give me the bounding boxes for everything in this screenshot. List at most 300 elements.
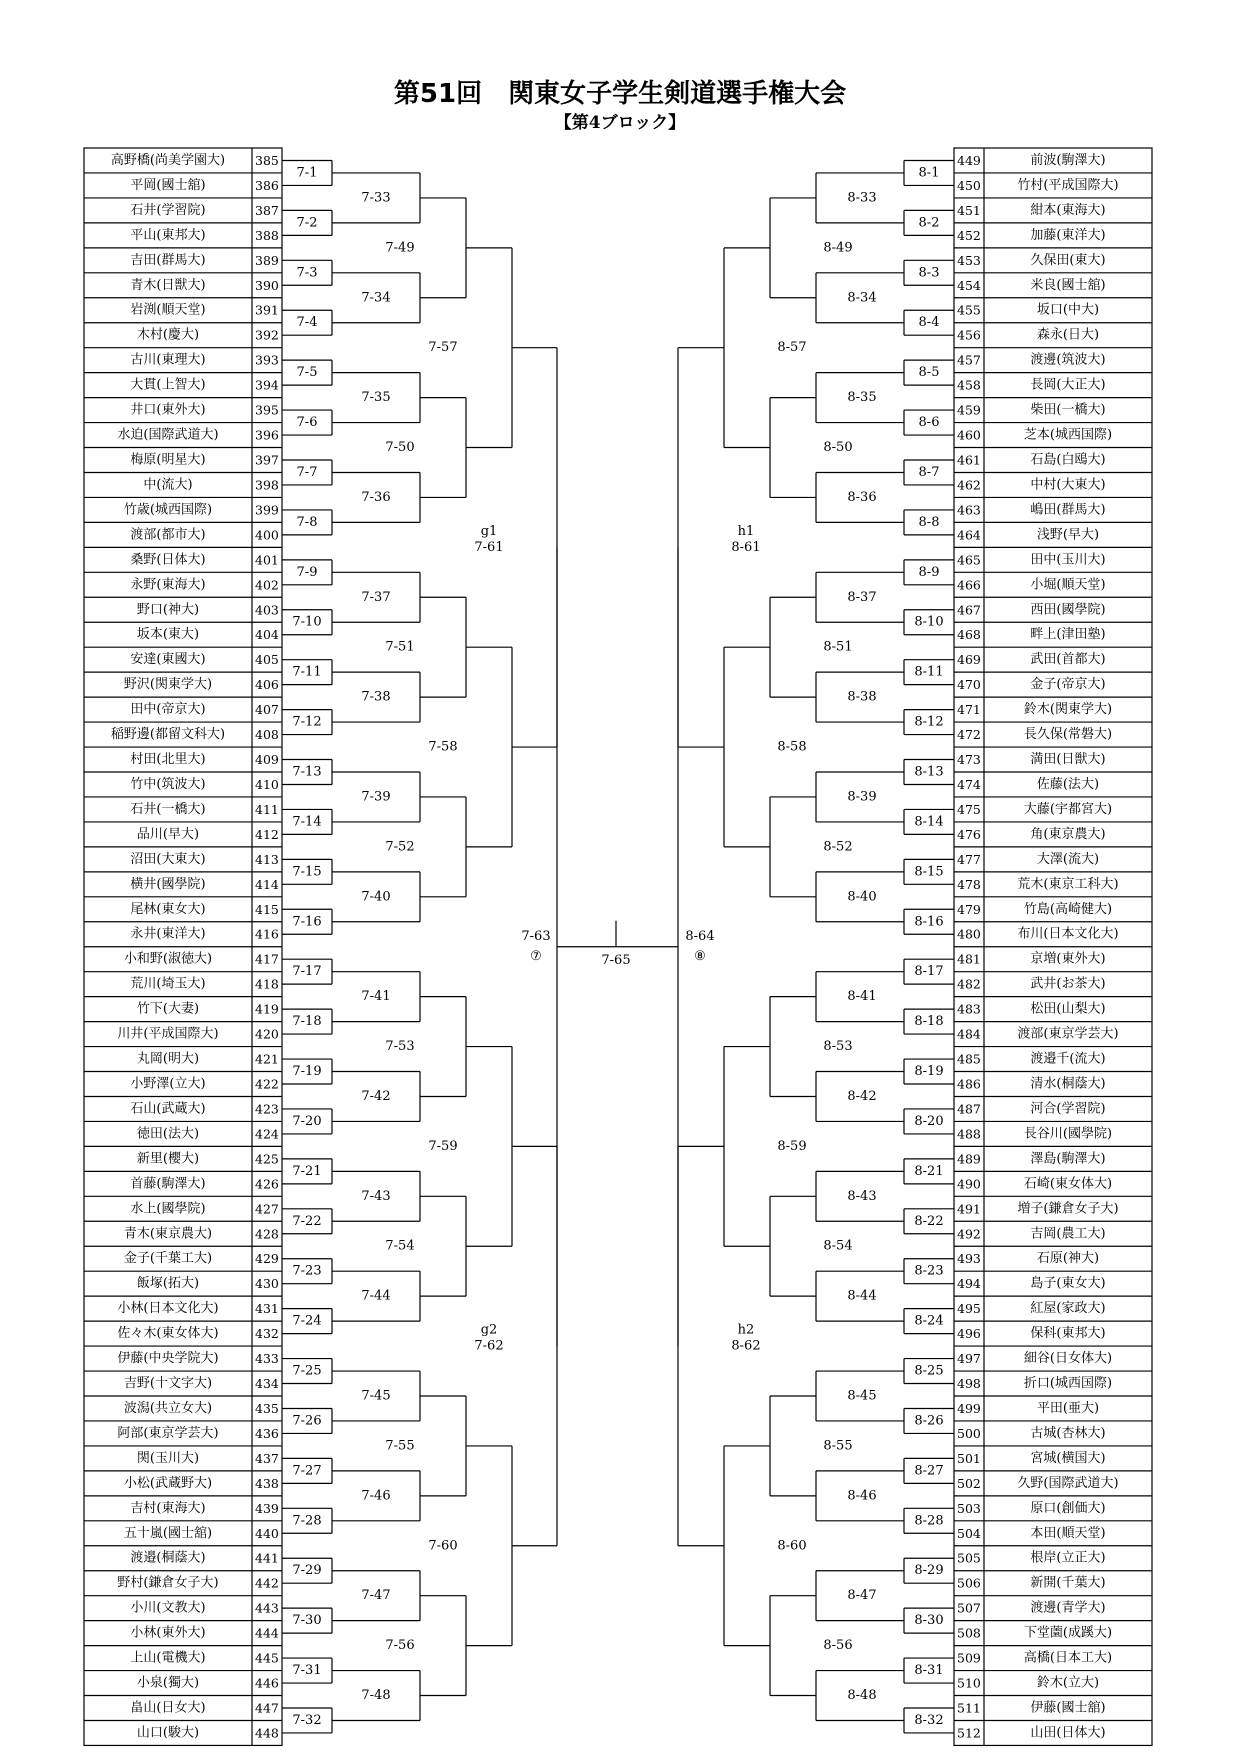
player-name: 根岸(立正大) — [1030, 1550, 1106, 1566]
player-number: 398 — [255, 477, 279, 493]
player-name: 中村(大東大) — [1030, 477, 1106, 493]
player-name: 平田(亜大) — [1036, 1400, 1100, 1416]
player-number: 479 — [957, 901, 981, 917]
player-name: 宮城(横国大) — [1030, 1450, 1106, 1466]
player-name: 渡邉千(流大) — [1030, 1051, 1106, 1067]
player-name: 梅原(明星大) — [130, 452, 206, 468]
player-number: 422 — [255, 1076, 279, 1092]
player-name: 小林(東外大) — [130, 1625, 206, 1641]
player-number: 430 — [255, 1276, 279, 1292]
match-label: 7-42 — [361, 1088, 391, 1104]
match-label: 8-26 — [914, 1413, 944, 1429]
player-number: 501 — [957, 1450, 981, 1466]
player-number: 464 — [957, 527, 981, 543]
player-name: 小林(日本文化大) — [117, 1301, 219, 1317]
match-label: 8-20 — [914, 1113, 944, 1129]
player-name: 竹歳(城西国際) — [123, 502, 213, 518]
match-label: 7-43 — [361, 1188, 391, 1204]
player-name: 河合(学習院) — [1030, 1101, 1106, 1117]
player-number: 449 — [957, 152, 981, 168]
match-label: 8-28 — [914, 1513, 944, 1529]
match-label: 7-2 — [296, 215, 318, 231]
seed-mark: ⑦ — [530, 949, 542, 965]
match-label: 7-35 — [361, 390, 391, 406]
player-number: 467 — [957, 602, 981, 618]
player-name: 長谷川(國學院) — [1023, 1126, 1113, 1142]
match-label: 7-22 — [292, 1213, 322, 1229]
player-name: 西田(國學院) — [1030, 602, 1106, 618]
match-label: 8-47 — [847, 1588, 877, 1604]
match-label: 8-7 — [918, 464, 940, 480]
player-name: 小野澤(立大) — [130, 1076, 206, 1092]
match-label: 8-43 — [847, 1188, 877, 1204]
match-label: 8-5 — [918, 365, 940, 381]
player-name: 水上(國學院) — [130, 1201, 206, 1217]
player-number: 494 — [957, 1276, 981, 1292]
player-number: 506 — [957, 1575, 981, 1591]
player-name: 武田(首都大) — [1030, 652, 1106, 668]
match-label: 8-45 — [847, 1388, 877, 1404]
player-number: 512 — [957, 1725, 981, 1741]
match-label: 7-7 — [296, 464, 318, 480]
match-label: 7-10 — [292, 614, 322, 630]
player-number: 465 — [957, 552, 981, 568]
player-number: 390 — [255, 277, 279, 293]
match-label: 7-13 — [292, 764, 322, 780]
player-name: 森永(日大) — [1036, 327, 1100, 343]
player-number: 481 — [957, 951, 981, 967]
match-label: 7-23 — [292, 1263, 322, 1279]
match-label: 8-56 — [823, 1638, 853, 1654]
player-name: 松田(山梨大) — [1030, 1001, 1106, 1017]
player-number: 502 — [957, 1475, 981, 1491]
player-number: 396 — [255, 427, 279, 443]
match-label: 8-1 — [918, 165, 940, 181]
player-number: 410 — [255, 776, 279, 792]
player-name: 竹中(筑波大) — [130, 776, 206, 792]
player-number: 508 — [957, 1625, 981, 1641]
player-name: 竹村(平成国際大) — [1017, 177, 1119, 193]
player-number: 426 — [255, 1176, 279, 1192]
player-number: 394 — [255, 377, 279, 393]
player-name: 渡部(都市大) — [130, 527, 206, 543]
player-number: 428 — [255, 1226, 279, 1242]
match-label: 7-16 — [292, 914, 322, 930]
player-name: 野村(鎌倉女子大) — [117, 1575, 219, 1591]
match-label: 8-48 — [847, 1688, 877, 1704]
player-number: 448 — [255, 1725, 279, 1741]
player-number: 485 — [957, 1051, 981, 1067]
player-name: 満田(日獣大) — [1030, 752, 1106, 768]
player-name: 青木(東京農大) — [123, 1226, 213, 1242]
player-number: 447 — [255, 1700, 279, 1716]
match-label: 8-4 — [918, 315, 940, 331]
player-name: 石崎(東女体大) — [1023, 1176, 1113, 1192]
player-number: 432 — [255, 1326, 279, 1342]
player-name: 徳田(法大) — [136, 1126, 200, 1142]
match-label: 7-21 — [292, 1163, 322, 1179]
player-number: 451 — [957, 202, 981, 218]
player-name: 前波(駒澤大) — [1030, 152, 1106, 168]
match-label: 7-44 — [361, 1288, 391, 1304]
player-name: 畔上(津田塾) — [1030, 627, 1106, 643]
player-number: 457 — [957, 352, 981, 368]
player-name: 井口(東外大) — [130, 402, 206, 418]
match-label: 8-9 — [918, 564, 940, 580]
match-label: 8-55 — [823, 1438, 853, 1454]
player-number: 385 — [255, 152, 279, 168]
player-name: 中(流大) — [143, 477, 193, 493]
player-number: 511 — [957, 1700, 981, 1716]
player-number: 475 — [957, 801, 981, 817]
player-name: 吉村(東海大) — [130, 1500, 206, 1516]
player-number: 477 — [957, 851, 981, 867]
player-number: 458 — [957, 377, 981, 393]
player-name: 長岡(大正大) — [1030, 377, 1106, 393]
match-label: 7-8 — [296, 514, 318, 530]
match-label: 7-19 — [292, 1064, 322, 1080]
player-name: 高野橋(尚美学園大) — [110, 152, 226, 168]
match-label: 8-37 — [847, 589, 877, 605]
player-name: 丸岡(明大) — [136, 1051, 200, 1067]
player-number: 435 — [255, 1400, 279, 1416]
match-label: 7-55 — [385, 1438, 415, 1454]
player-name: 尾林(東女大) — [130, 901, 206, 917]
player-number: 500 — [957, 1425, 981, 1441]
player-number: 395 — [255, 402, 279, 418]
player-name: 増子(鎌倉女子大) — [1017, 1201, 1119, 1217]
player-number: 402 — [255, 577, 279, 593]
match-label: 8-33 — [847, 190, 877, 206]
player-name: 安達(東國大) — [130, 652, 206, 668]
player-number: 456 — [957, 327, 981, 343]
player-name: 新里(櫻大) — [136, 1151, 200, 1167]
player-name: 山田(日体大) — [1030, 1725, 1106, 1741]
player-number: 499 — [957, 1400, 981, 1416]
match-label: 7-15 — [292, 864, 322, 880]
match-label: 8-13 — [914, 764, 944, 780]
match-label: 7-30 — [292, 1613, 322, 1629]
player-number: 421 — [255, 1051, 279, 1067]
player-number: 427 — [255, 1201, 279, 1217]
player-number: 446 — [255, 1675, 279, 1691]
match-label: 7-54 — [385, 1238, 415, 1254]
match-label: 7-27 — [292, 1463, 322, 1479]
player-number: 443 — [255, 1600, 279, 1616]
block-subtitle: 【第4ブロック】 — [554, 113, 686, 133]
player-number: 403 — [255, 602, 279, 618]
match-label: 8-30 — [914, 1613, 944, 1629]
player-number: 409 — [255, 752, 279, 768]
match-label: 7-11 — [292, 664, 322, 680]
match-label: 7-46 — [361, 1488, 391, 1504]
player-number: 459 — [957, 402, 981, 418]
match-label: 8-59 — [777, 1138, 807, 1154]
player-name: 古城(杏林大) — [1030, 1425, 1106, 1441]
player-name: 細谷(日女体大) — [1023, 1351, 1113, 1367]
match-label: 7-53 — [385, 1039, 415, 1055]
player-number: 483 — [957, 1001, 981, 1017]
player-name: 島子(東女大) — [1030, 1276, 1106, 1292]
player-name: 芝本(城西国際) — [1023, 427, 1113, 443]
player-name: 木村(慶大) — [136, 327, 200, 343]
player-number: 497 — [957, 1351, 981, 1367]
player-name: 久野(国際武道大) — [1017, 1475, 1119, 1491]
match-label: 7-39 — [361, 789, 391, 805]
match-label: 8-34 — [847, 290, 877, 306]
player-name: 渡邊(青学大) — [1030, 1600, 1106, 1616]
player-name: 小泉(獨大) — [136, 1675, 200, 1691]
player-number: 466 — [957, 577, 981, 593]
match-label: 7-26 — [292, 1413, 322, 1429]
match-label: 8-51 — [823, 639, 853, 655]
player-name: 首藤(駒澤大) — [130, 1176, 206, 1192]
player-name: 平岡(國士舘) — [130, 177, 206, 193]
match-label: 7-32 — [292, 1712, 322, 1728]
player-number: 492 — [957, 1226, 981, 1242]
match-label: 7-31 — [292, 1663, 322, 1679]
player-number: 510 — [957, 1675, 981, 1691]
match-label: 8-46 — [847, 1488, 877, 1504]
player-name: 金子(千葉工大) — [123, 1251, 213, 1267]
player-name: 米良(國士舘) — [1030, 277, 1106, 293]
player-number: 388 — [255, 227, 279, 243]
player-number: 442 — [255, 1575, 279, 1591]
match-label: 7-20 — [292, 1113, 322, 1129]
player-number: 400 — [255, 527, 279, 543]
match-label: 7-1 — [296, 165, 318, 181]
player-number: 401 — [255, 552, 279, 568]
match-label: 7-62 — [474, 1338, 504, 1354]
player-number: 412 — [255, 826, 279, 842]
match-label: 7-50 — [385, 440, 415, 456]
match-label: 8-52 — [823, 839, 853, 855]
match-label: 7-12 — [292, 714, 322, 730]
match-label: 7-60 — [428, 1538, 458, 1554]
player-number: 454 — [957, 277, 981, 293]
match-label: 7-5 — [296, 365, 318, 381]
match-label: 8-61 — [731, 539, 761, 555]
player-number: 505 — [957, 1550, 981, 1566]
match-label: 7-63 — [521, 929, 551, 945]
match-label: 8-6 — [918, 415, 940, 431]
player-name: 桑野(日体大) — [130, 552, 206, 568]
player-number: 484 — [957, 1026, 981, 1042]
player-number: 473 — [957, 752, 981, 768]
player-name: 横井(國學院) — [130, 876, 206, 892]
match-label: 7-3 — [296, 265, 318, 281]
player-number: 463 — [957, 502, 981, 518]
player-number: 425 — [255, 1151, 279, 1167]
player-number: 452 — [957, 227, 981, 243]
match-label: 8-54 — [823, 1238, 853, 1254]
player-name: 渡部(東京学芸大) — [1017, 1026, 1119, 1042]
player-number: 476 — [957, 826, 981, 842]
player-name: 吉野(十文字大) — [123, 1376, 213, 1392]
match-label: 7-58 — [428, 739, 458, 755]
player-number: 389 — [255, 252, 279, 268]
player-name: 坂本(東大) — [136, 627, 200, 643]
player-number: 498 — [957, 1376, 981, 1392]
player-name: 吉岡(農工大) — [1030, 1226, 1106, 1242]
player-number: 424 — [255, 1126, 279, 1142]
player-name: 新開(千葉大) — [1030, 1575, 1106, 1591]
match-label: 7-6 — [296, 415, 318, 431]
match-label: 8-24 — [914, 1313, 944, 1329]
player-number: 480 — [957, 926, 981, 942]
player-name: 石島(白鴎大) — [1030, 452, 1106, 468]
player-name: 関(玉川大) — [136, 1450, 200, 1466]
match-label: 7-49 — [385, 240, 415, 256]
bracket-group-tag: g1 — [480, 523, 498, 539]
player-name: 小堀(順天堂) — [1030, 577, 1106, 593]
player-number: 469 — [957, 652, 981, 668]
player-number: 487 — [957, 1101, 981, 1117]
player-name: 阿部(東京学芸大) — [117, 1425, 219, 1441]
player-number: 404 — [255, 627, 279, 643]
match-label: 7-57 — [428, 340, 458, 356]
match-label: 7-40 — [361, 889, 391, 905]
player-name: 石原(神大) — [1036, 1251, 1100, 1267]
seed-mark: ⑧ — [694, 949, 706, 965]
player-name: 鈴木(立大) — [1036, 1675, 1100, 1691]
player-name: 岩渕(順天堂) — [130, 302, 206, 318]
player-number: 471 — [957, 702, 981, 718]
player-number: 490 — [957, 1176, 981, 1192]
player-number: 437 — [255, 1450, 279, 1466]
bracket-group-tag: h1 — [737, 523, 755, 539]
match-label: 7-25 — [292, 1363, 322, 1379]
player-name: 稲野邊(都留文科大) — [110, 727, 226, 743]
player-number: 420 — [255, 1026, 279, 1042]
player-name: 伊藤(中央学院大) — [117, 1351, 219, 1367]
match-label: 7-45 — [361, 1388, 391, 1404]
match-label: 7-52 — [385, 839, 415, 855]
match-label: 8-25 — [914, 1363, 944, 1379]
player-name: 畠山(日女大) — [130, 1700, 206, 1716]
player-name: 坂口(中大) — [1036, 302, 1100, 318]
match-label: 8-21 — [914, 1163, 944, 1179]
match-label: 7-59 — [428, 1138, 458, 1154]
match-label: 7-36 — [361, 489, 391, 505]
player-number: 431 — [255, 1301, 279, 1317]
player-number: 493 — [957, 1251, 981, 1267]
player-number: 491 — [957, 1201, 981, 1217]
match-label: 7-34 — [361, 290, 391, 306]
match-label: 8-64 — [685, 929, 715, 945]
match-label: 8-35 — [847, 390, 877, 406]
player-number: 486 — [957, 1076, 981, 1092]
match-label: 8-3 — [918, 265, 940, 281]
match-label: 8-10 — [914, 614, 944, 630]
player-number: 438 — [255, 1475, 279, 1491]
player-name: 飯塚(拓大) — [136, 1276, 200, 1292]
player-number: 429 — [255, 1251, 279, 1267]
match-label: 8-60 — [777, 1538, 807, 1554]
player-number: 440 — [255, 1525, 279, 1541]
player-name: 金子(帝京大) — [1030, 677, 1106, 693]
player-number: 462 — [957, 477, 981, 493]
match-label: 7-48 — [361, 1688, 391, 1704]
player-name: 野口(神大) — [136, 602, 200, 618]
player-name: 田中(帝京大) — [130, 702, 206, 718]
player-name: 永野(東海大) — [130, 577, 206, 593]
match-label: 8-12 — [914, 714, 944, 730]
match-label: 7-56 — [385, 1638, 415, 1654]
player-number: 450 — [957, 177, 981, 193]
player-name: 佐藤(法大) — [1036, 776, 1100, 792]
player-name: 折口(城西国際) — [1023, 1376, 1113, 1392]
bracket-group-tag: h2 — [737, 1322, 755, 1338]
match-label: 8-38 — [847, 689, 877, 705]
player-name: 清水(桐蔭大) — [1030, 1076, 1106, 1092]
player-number: 397 — [255, 452, 279, 468]
player-number: 419 — [255, 1001, 279, 1017]
player-name: 村田(北里大) — [130, 752, 206, 768]
player-number: 414 — [255, 876, 279, 892]
player-name: 吉田(群馬大) — [130, 252, 206, 268]
player-number: 482 — [957, 976, 981, 992]
player-number: 416 — [255, 926, 279, 942]
player-number: 455 — [957, 302, 981, 318]
match-label: 7-29 — [292, 1563, 322, 1579]
match-label: 8-31 — [914, 1663, 944, 1679]
player-name: 渡邊(筑波大) — [1030, 352, 1106, 368]
player-number: 406 — [255, 677, 279, 693]
player-name: 本田(順天堂) — [1030, 1525, 1106, 1541]
player-number: 504 — [957, 1525, 981, 1541]
player-name: 荒川(埼玉大) — [130, 976, 206, 992]
player-name: 武井(お茶大) — [1030, 976, 1106, 992]
player-number: 434 — [255, 1376, 279, 1392]
player-name: 長久保(常磐大) — [1023, 727, 1113, 743]
player-name: 波潟(共立女大) — [123, 1400, 213, 1416]
player-name: 沼田(大東大) — [130, 851, 206, 867]
match-label: 8-32 — [914, 1712, 944, 1728]
player-name: 上山(電機大) — [130, 1650, 206, 1666]
player-name: 久保田(東大) — [1030, 252, 1106, 268]
player-number: 441 — [255, 1550, 279, 1566]
player-number: 387 — [255, 202, 279, 218]
player-number: 407 — [255, 702, 279, 718]
player-name: 浅野(早大) — [1036, 527, 1100, 543]
match-label: 8-16 — [914, 914, 944, 930]
player-name: 原口(創価大) — [1030, 1500, 1106, 1516]
match-label: 7-24 — [292, 1313, 322, 1329]
match-label: 8-18 — [914, 1014, 944, 1030]
player-name: 大藤(宇都宮大) — [1023, 801, 1113, 817]
player-name: 角(東京農大) — [1030, 826, 1106, 842]
player-name: 石山(武蔵大) — [130, 1101, 206, 1117]
match-label: 7-51 — [385, 639, 415, 655]
match-label: 8-14 — [914, 814, 944, 830]
match-label: 7-37 — [361, 589, 391, 605]
match-label: 8-53 — [823, 1039, 853, 1055]
player-number: 453 — [957, 252, 981, 268]
player-name: 高橋(日本工大) — [1023, 1650, 1113, 1666]
match-label: 7-47 — [361, 1588, 391, 1604]
match-label: 7-28 — [292, 1513, 322, 1529]
player-number: 423 — [255, 1101, 279, 1117]
match-label: 8-27 — [914, 1463, 944, 1479]
match-label: 8-57 — [777, 340, 807, 356]
match-label: 7-33 — [361, 190, 391, 206]
player-name: 伊藤(國士舘) — [1030, 1700, 1106, 1716]
player-name: 渡邉(桐蔭大) — [130, 1550, 206, 1566]
match-label: 7-9 — [296, 564, 318, 580]
player-number: 433 — [255, 1351, 279, 1367]
player-name: 平山(東邦大) — [130, 227, 206, 243]
